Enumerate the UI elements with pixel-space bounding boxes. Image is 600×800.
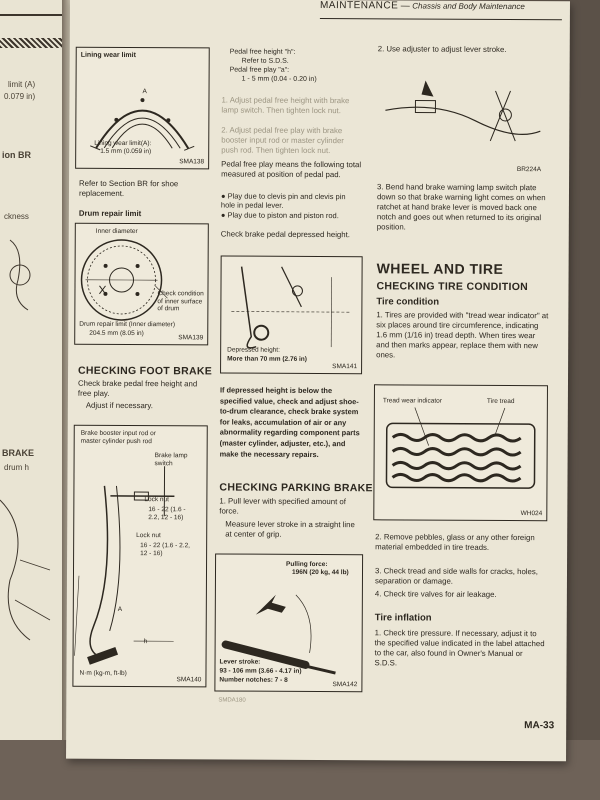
figure-code: WH024 <box>520 510 543 518</box>
frag-5: BRAKE <box>2 448 35 458</box>
figure-depressed <box>220 255 363 374</box>
tire-condition-heading: CHECKING TIRE CONDITION <box>376 280 529 294</box>
foot-brake-heading: CHECKING FOOT BRAKE <box>78 364 213 378</box>
figure-code: SMA138 <box>179 158 205 166</box>
tire-tread-label: Tire tread <box>486 397 515 406</box>
figure-lining-wear <box>75 47 210 170</box>
manual-page <box>66 0 570 761</box>
tire-condition-title: Tire condition <box>376 296 440 308</box>
tread-drawing <box>374 385 547 520</box>
spec-line-4: 1 - 5 mm (0.04 - 0.20 in) <box>241 75 317 83</box>
depressed-value: More than 70 mm (2.76 in) <box>227 355 307 363</box>
right-step3: 3. Bend hand brake warning lamp switch plate down so that brake warning light comes on when ratchet at hand brake lever is moved back one notch and goes out when returned to its original position. <box>376 182 546 232</box>
figure-adjuster <box>375 60 546 177</box>
tire-step4: 4. Check tire valves for air leakage. <box>374 589 497 599</box>
locknut2-label: Lock nut <box>136 532 161 540</box>
stroke-label: Lever stroke: <box>219 658 261 666</box>
right-step2: 2. Use adjuster to adjust lever stroke. <box>377 44 507 54</box>
warning-para: If depressed height is below the specified value, check and adjust shoe-to-drum clearance, check brake system for leaks, accumulation of air or any abnormality regarding component parts (master cylinder, adjuster, etc.), and make the necessary repairs. <box>219 385 360 459</box>
pulling-force-label: Pulling force: <box>286 560 328 569</box>
notches: Number notches: 7 - 8 <box>219 676 288 684</box>
left-page-drawings <box>0 0 62 800</box>
parking-heading: CHECKING PARKING BRAKE <box>219 481 373 495</box>
tire-condition-para: 1. Tires are provided with "tread wear indicator" at six places around tire circumference, indicating 1.6 mm (1/16 in) tread depth. When tires wear and then marks appear, replace them with new ones. <box>376 310 549 360</box>
page-number: MA-33 <box>524 720 555 732</box>
letter-a: A <box>117 605 123 613</box>
tread-indicator-label: Tread wear indicator <box>382 397 442 405</box>
figure-code: BR224A <box>516 166 542 174</box>
spec-line-3: Pedal free play "a": <box>229 66 290 74</box>
drum-title: Drum repair limit <box>78 208 142 219</box>
letter-a: A <box>142 88 147 96</box>
header-subtitle: Chassis and Body Maintenance <box>412 1 525 12</box>
booster-label: Brake booster input rod or master cylinder push rod <box>80 429 156 445</box>
bullet-text: Play due to piston and piston rod. <box>227 210 339 221</box>
pulling-force-value: 196N (20 kg, 44 lb) <box>291 568 349 577</box>
bullet-2: ● Play due to piston and piston rod. <box>220 210 339 221</box>
stroke-value: 93 - 106 mm (3.66 - 4.17 in) <box>219 667 302 675</box>
figure-drum-repair <box>74 223 209 346</box>
frag-3: ion BR <box>2 150 31 160</box>
parking-step1b: Measure lever stroke in a straight line at center of grip. <box>225 519 355 539</box>
limit-label: Lining wear limit(A): <box>94 139 152 148</box>
figure-code: SMA141 <box>332 363 358 371</box>
locknut1-label: Lock nut <box>144 496 169 504</box>
torque1-label: 16 - 22 (1.6 - 2.2, 12 - 16) <box>148 506 186 521</box>
step-adjust-play: 2. Adjust pedal free play with brake booster input rod or master cylinder push rod. Then tighten lock nut. <box>221 125 344 156</box>
tire-step3: 3. Check tread and side walls for cracks, holes, separation or damage. <box>374 566 538 586</box>
inner-diameter-label: Inner diameter <box>95 227 138 236</box>
adjuster-drawing <box>375 60 546 177</box>
letter-h: h <box>143 638 148 646</box>
limit-value: 1.5 mm (0.059 in) <box>100 147 152 156</box>
header-section: MAINTENANCE <box>319 0 399 12</box>
torque-legend: N·m (kg-m, ft-lb) <box>79 669 127 677</box>
figure-parking <box>214 553 363 692</box>
drum-limit-value: 204.5 mm (8.05 in) <box>89 329 144 338</box>
check-condition-label: Check condition of inner surface of drum <box>157 290 204 313</box>
torque2-label: 16 - 22 (1.6 - 2.2, 12 - 16) <box>140 542 191 557</box>
wheel-tire-heading: WHEEL AND TIRE <box>376 260 504 277</box>
bullet-text: Play due to clevis pin and clevis pin hole in pedal lever. <box>220 191 346 210</box>
figure-code: SMA140 <box>176 676 202 684</box>
free-play-para: Pedal free play means the following total measured at position of pedal pad. <box>221 159 362 180</box>
foot-brake-para2: Adjust if necessary. <box>85 400 153 411</box>
tire-inflation-title: Tire inflation <box>374 612 432 624</box>
figure-tread <box>373 384 548 521</box>
frag-2: 0.079 in) <box>4 92 36 101</box>
figure-code: SMA142 <box>332 681 358 689</box>
foot-brake-para: Check brake pedal free height and free play. <box>77 378 198 398</box>
figure-code: SMA139 <box>178 334 204 342</box>
figure-pedal <box>72 425 207 688</box>
check-depressed: Check brake pedal depressed height. <box>220 229 350 240</box>
pedal-spec <box>230 48 317 84</box>
depressed-label: Depressed height: <box>227 346 280 354</box>
tire-inflation-para: 1. Check tire pressure. If necessary, adjust it to the specified value indicated in the label attached to the car, also found in Owner's Manual or S.D.S. <box>374 628 545 668</box>
left-page <box>0 0 62 800</box>
drum-limit-label: Drum repair limit (Inner diameter) <box>79 320 176 329</box>
page-header: MAINTENANCE — Chassis and Body Maintenance <box>320 0 562 20</box>
spec-line-1: Pedal free height "h": <box>229 48 296 56</box>
footer-code: SMDA180 <box>218 697 246 704</box>
refer-text: Refer to Section BR for shoe replacement. <box>78 178 179 198</box>
frag-6: drum h <box>4 463 29 472</box>
bullet-1: ● Play due to clevis pin and clevis pin hole in pedal lever. <box>220 191 346 210</box>
step-adjust-height: 1. Adjust pedal free height with brake lamp switch. Then tighten lock nut. <box>221 95 350 116</box>
parking-step1: 1. Pull lever with specified amount of force. <box>219 496 346 516</box>
spec-line-2: Refer to S.D.S. <box>241 57 289 65</box>
frag-4: ckness <box>4 212 29 221</box>
frag-1: limit (A) <box>8 80 36 89</box>
figure-caption: Lining wear limit <box>80 51 136 60</box>
tire-step2: 2. Remove pebbles, glass or any other foreign material embedded in tire treads. <box>375 532 535 552</box>
lamp-switch-label: Brake lamp switch <box>154 452 188 467</box>
